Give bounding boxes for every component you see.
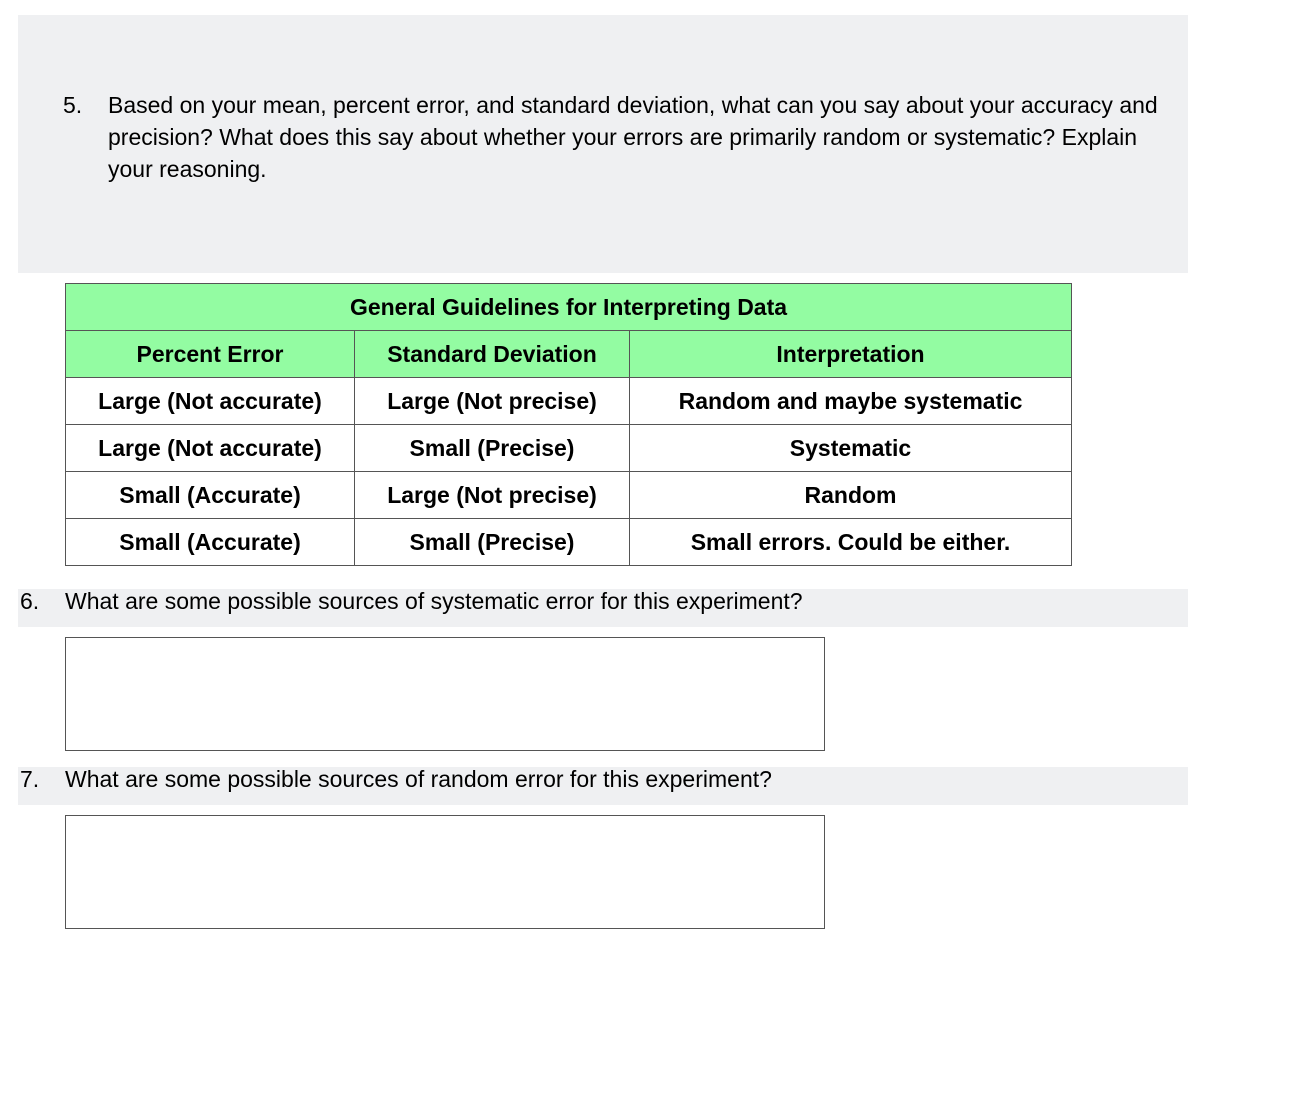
table-cell: Small (Precise) bbox=[355, 425, 630, 472]
table-title-row bbox=[66, 284, 1072, 331]
table-cell: Small (Accurate) bbox=[66, 472, 355, 519]
table-row bbox=[66, 425, 1072, 472]
question-number: 6. bbox=[20, 588, 40, 614]
table-row bbox=[66, 519, 1072, 566]
table-cell: Random bbox=[630, 472, 1072, 519]
guidelines-table bbox=[65, 283, 1072, 566]
column-header: Standard Deviation bbox=[355, 331, 630, 378]
column-header: Percent Error bbox=[66, 331, 355, 378]
table-cell: Large (Not accurate) bbox=[66, 425, 355, 472]
question-text: What are some possible sources of random error for this experiment? bbox=[65, 766, 772, 792]
table-cell: Large (Not precise) bbox=[355, 378, 630, 425]
table-cell: Random and maybe systematic bbox=[630, 378, 1072, 425]
table-cell: Small errors. Could be either. bbox=[630, 519, 1072, 566]
question-6-row bbox=[18, 589, 1188, 627]
table-cell: Small (Accurate) bbox=[66, 519, 355, 566]
question-number: 7. bbox=[20, 766, 40, 792]
table-row bbox=[66, 472, 1072, 519]
table-cell: Large (Not accurate) bbox=[66, 378, 355, 425]
table-header-row bbox=[66, 331, 1072, 378]
answer-box-q7[interactable] bbox=[65, 815, 825, 929]
column-header: Interpretation bbox=[630, 331, 1072, 378]
table-cell: Small (Precise) bbox=[355, 519, 630, 566]
question-7-row bbox=[18, 767, 1188, 805]
question-text: Based on your mean, percent error, and standard deviation, what can you say about your accuracy and precision? What does this say about whether your errors are primarily random or systematic? Explain your reasoning. bbox=[108, 92, 1158, 182]
table-row bbox=[66, 378, 1072, 425]
table-cell: Systematic bbox=[630, 425, 1072, 472]
table-title: General Guidelines for Interpreting Data bbox=[66, 284, 1072, 331]
question-5-block bbox=[18, 15, 1188, 273]
question-text: What are some possible sources of systematic error for this experiment? bbox=[65, 588, 803, 614]
table-cell: Large (Not precise) bbox=[355, 472, 630, 519]
answer-box-q6[interactable] bbox=[65, 637, 825, 751]
question-number: 5. bbox=[63, 92, 83, 118]
